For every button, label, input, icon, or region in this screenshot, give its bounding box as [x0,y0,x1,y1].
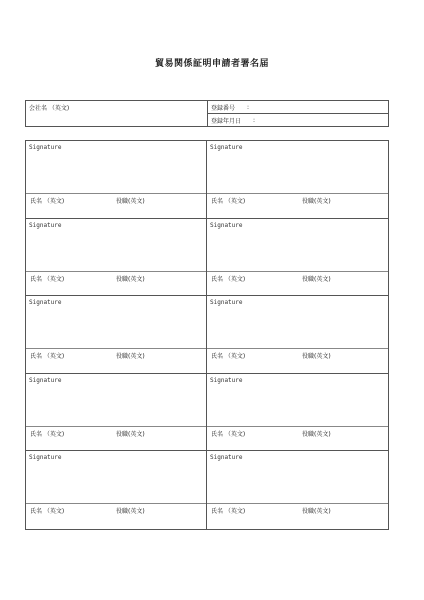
signature-cell[interactable] [207,374,388,452]
signature-divider [26,193,206,194]
name-label: 氏名 （英文) [30,430,65,438]
signature-divider [26,426,206,427]
signature-label: Signature [210,454,243,462]
signature-cell[interactable] [26,296,207,374]
company-name-field[interactable] [26,101,208,126]
role-label: 役職(英文) [116,508,145,516]
signature-cell[interactable] [207,219,388,297]
registration-number-colon: : [247,103,250,111]
signature-divider [207,271,388,272]
registration-info [208,101,388,126]
name-label: 氏名 （英文) [30,353,65,361]
signature-divider [26,503,206,504]
signature-divider [26,348,206,349]
role-label: 役職(英文) [116,275,145,283]
role-label: 役職(英文) [302,508,331,516]
registration-date-colon: : [253,116,256,124]
role-label: 役職(英文) [302,275,331,283]
role-label: 役職(英文) [116,430,145,438]
signature-cell[interactable] [26,374,207,452]
signature-label: Signature [29,144,62,151]
name-label: 氏名 （英文) [211,430,246,438]
name-label: 氏名 （英文) [211,275,246,283]
signature-label: Signature [29,299,62,307]
signature-cell[interactable] [26,451,207,529]
page-title: 貿易関係証明申請者署名届 [154,59,269,69]
role-label: 役職(英文) [116,353,145,361]
signature-cell[interactable] [26,219,207,297]
registration-date-field[interactable] [208,113,388,126]
signature-divider [207,348,388,349]
signature-cell[interactable] [207,451,388,529]
name-label: 氏名 （英文) [211,198,246,205]
signature-cell[interactable] [207,296,388,374]
signature-cell[interactable] [26,141,207,219]
name-label: 氏名 （英文) [211,353,246,361]
registration-number-field[interactable] [208,101,388,113]
name-label: 氏名 （英文) [211,508,246,516]
role-label: 役職(英文) [302,430,331,438]
signature-label: Signature [210,144,243,151]
name-label: 氏名 （英文) [30,508,65,516]
role-label: 役職(英文) [116,198,145,205]
registration-date-label: 登録年月日 [211,117,242,125]
signature-label: Signature [29,221,62,229]
signature-divider [207,503,388,504]
name-label: 氏名 （英文) [30,275,65,283]
signature-grid [25,140,389,530]
signature-label: Signature [29,376,62,384]
company-name-label: 会社名 （英文) [29,105,70,112]
signature-label: Signature [210,299,243,307]
signature-label: Signature [210,221,243,229]
signature-label: Signature [29,454,62,462]
signature-cell[interactable] [207,141,388,219]
signature-divider [207,193,388,194]
signature-divider [26,271,206,272]
company-info-table [25,100,389,127]
signature-divider [207,426,388,427]
registration-number-label: 登録番号 [211,104,236,112]
role-label: 役職(英文) [302,198,331,205]
name-label: 氏名 （英文) [30,198,65,205]
role-label: 役職(英文) [302,353,331,361]
signature-label: Signature [210,376,243,384]
